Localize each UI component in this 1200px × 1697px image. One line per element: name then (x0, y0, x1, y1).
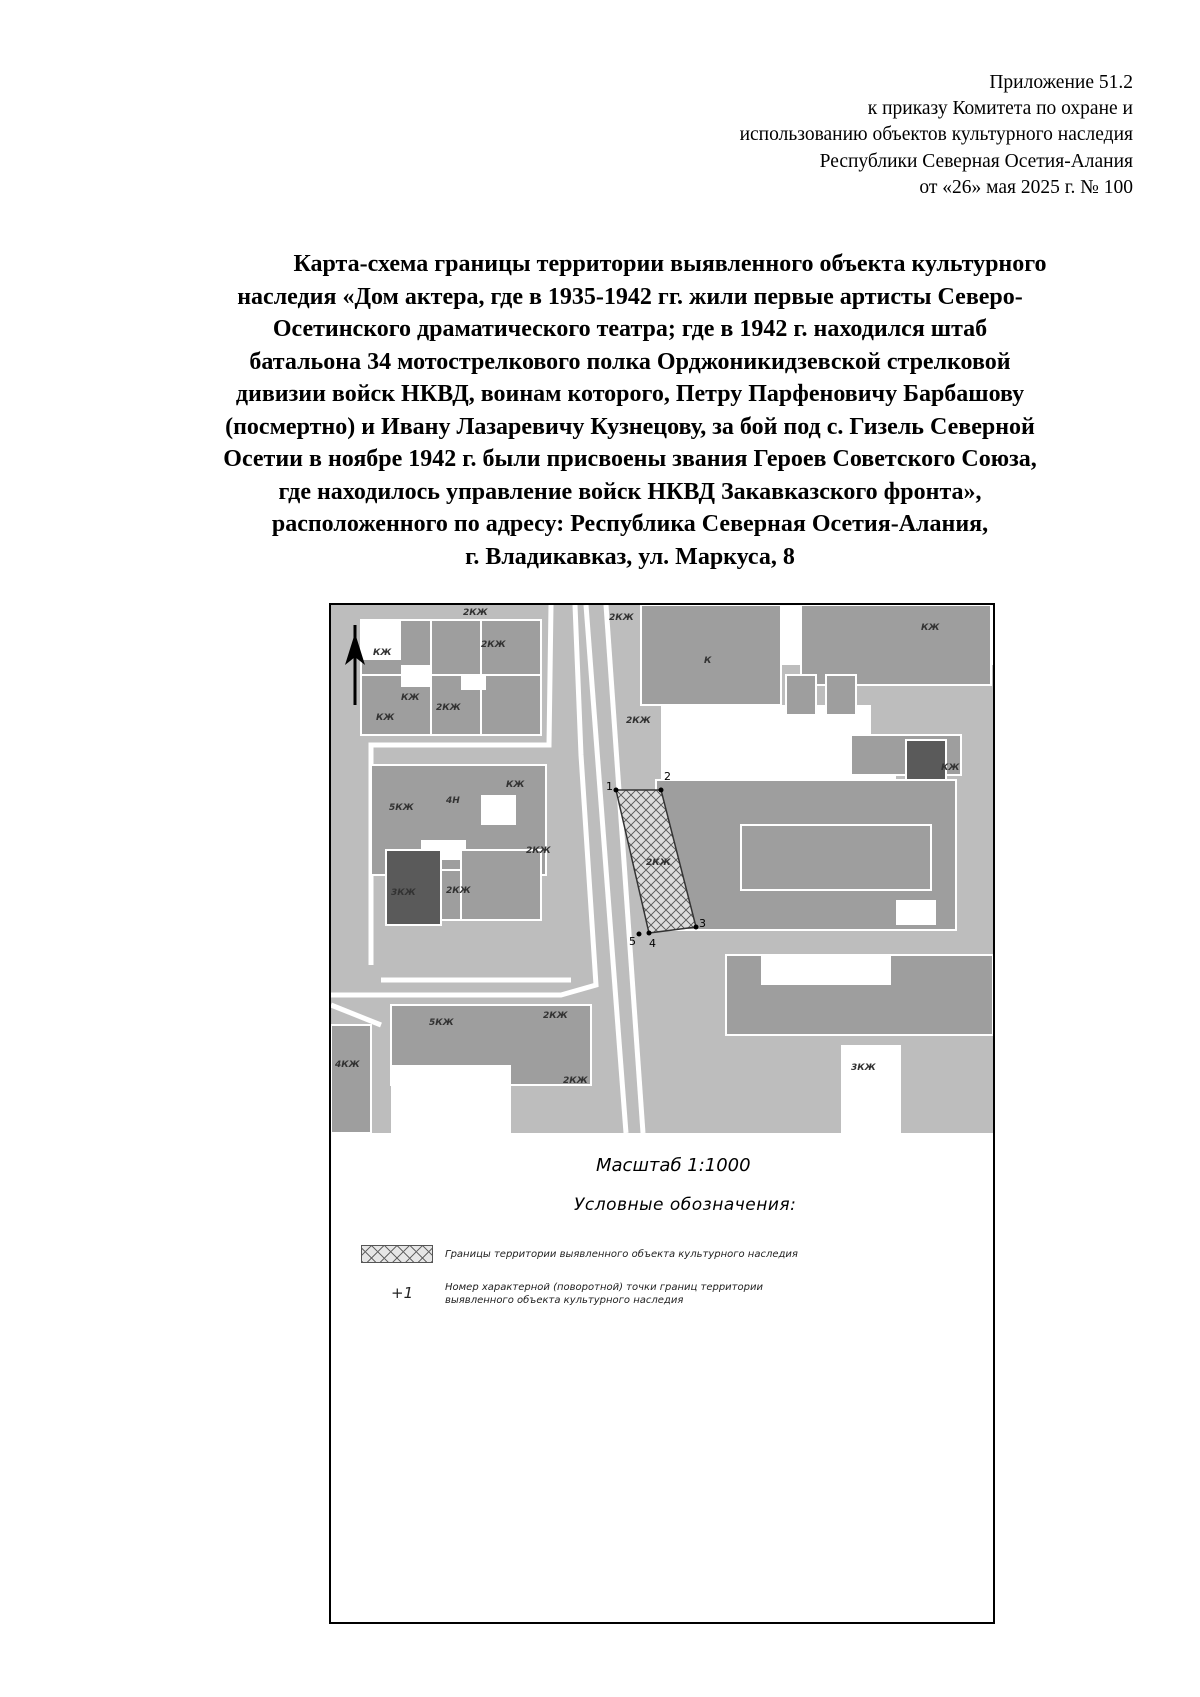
title-line: где находилось управление войск НКВД Закавказского фронта», (278, 478, 982, 505)
building-label: КЖ (506, 780, 525, 790)
courtyard (661, 705, 871, 785)
point-number: 5 (629, 935, 636, 948)
boundary-point (659, 788, 664, 793)
courtyard (896, 900, 936, 925)
title-line: г. Владикавказ, ул. Маркуса, 8 (465, 543, 795, 570)
title-line: Осетии в ноябре 1942 г. были присвоены звания Героев Советского Союза, (223, 446, 1037, 472)
hatch-swatch-icon (361, 1245, 433, 1263)
point-number: 2 (664, 770, 671, 783)
document-title (150, 248, 1110, 573)
legend-text (445, 1281, 763, 1307)
map-svg (331, 605, 993, 1133)
building (641, 605, 781, 705)
map-scale: Масштаб 1:1000 (596, 1155, 751, 1176)
map-frame (329, 603, 995, 1624)
legend-title: Условные обозначения: (574, 1195, 797, 1215)
legend-text-line: выявленного объекта культурного наследия (445, 1295, 684, 1306)
building-label: 2КЖ (543, 1011, 568, 1021)
point-number: 4 (649, 937, 656, 950)
building-label: КЖ (941, 763, 960, 773)
title-line: расположенного по адресу: Республика Северная Осетия-Алания, (271, 511, 989, 537)
building-label: 4Н (446, 796, 460, 806)
building (826, 675, 856, 715)
title-line: Карта-схема границы территории выявленного объекта культурного (293, 251, 1047, 277)
building-label: 2КЖ (526, 846, 551, 856)
legend-item-point (361, 1281, 961, 1311)
courtyard (761, 955, 891, 985)
title-line: (посмертно) и Ивану Лазаревичу Кузнецову, за бой под с. Гизель Северной (225, 413, 1035, 440)
building-label: 2КЖ (436, 703, 461, 713)
header-line: Республики Северная Осетия-Алания (819, 150, 1133, 172)
appendix-header (513, 70, 1133, 201)
title-line: батальона 34 мотострелкового полка Орджоникидзевской стрелковой (249, 348, 1011, 375)
legend-text-line: Номер характерной (поворотной) точки границ территории (445, 1282, 763, 1293)
courtyard (841, 1045, 901, 1133)
building-label: 5КЖ (429, 1018, 454, 1028)
courtyard (481, 795, 516, 825)
boundary-point (647, 931, 652, 936)
building-label: КЖ (401, 693, 420, 703)
header-line: к приказу Комитета по охране и (867, 98, 1133, 120)
building-label: 2КЖ (626, 716, 651, 726)
title-line: дивизии войск НКВД, воинам которого, Петру Парфеновичу Барбашову (235, 381, 1025, 407)
map-scheme[interactable] (331, 605, 993, 1133)
boundary-point (637, 932, 642, 937)
boundary-point (694, 925, 699, 930)
header-line: от «26» мая 2025 г. № 100 (919, 176, 1133, 198)
building-label: 3КЖ (851, 1063, 876, 1073)
building-label: 2КЖ (609, 613, 634, 623)
point-marker-icon: +1 (391, 1284, 414, 1302)
building-label: 3КЖ (391, 888, 416, 898)
building-label: КЖ (376, 713, 395, 723)
courtyard (461, 675, 486, 690)
point-number: 3 (699, 917, 706, 930)
legend-text: Границы территории выявленного объекта культурного наследия (445, 1249, 798, 1260)
building-label: 2КЖ (646, 858, 671, 868)
building (801, 605, 991, 685)
point-number: 1 (606, 780, 613, 793)
building-label: 5КЖ (389, 803, 414, 813)
header-line: использованию объектов культурного наследия (739, 124, 1133, 146)
building (741, 825, 931, 890)
building (331, 1025, 371, 1133)
building-label: 2КЖ (446, 886, 471, 896)
legend-item-boundary (361, 1245, 961, 1265)
building-label: 2КЖ (563, 1076, 588, 1086)
building-label: 4КЖ (335, 1060, 360, 1070)
building-label: 2КЖ (481, 640, 506, 650)
building-label: КЖ (921, 623, 940, 633)
building-label: КЖ (373, 648, 392, 658)
boundary-point (614, 788, 619, 793)
title-line: наследия «Дом актера, где в 1935-1942 гг. жили первые артисты Северо- (237, 283, 1023, 310)
header-line: Приложение 51.2 (989, 72, 1133, 93)
courtyard (391, 1065, 511, 1133)
title-line: Осетинского драматического театра; где в 1942 г. находился штаб (272, 316, 988, 342)
building-label: К (704, 656, 712, 666)
building (786, 675, 816, 715)
building (461, 850, 541, 920)
building-label: 2КЖ (463, 608, 488, 618)
